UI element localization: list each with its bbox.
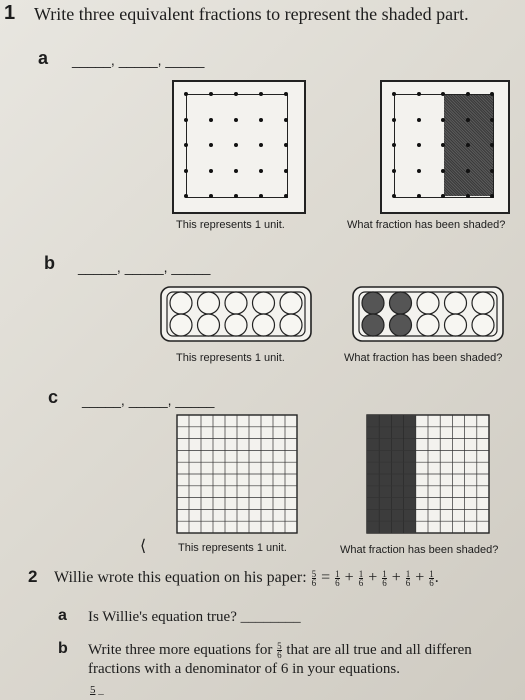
q2-part-b-text-after: that are all true and all differen xyxy=(286,642,472,658)
circle xyxy=(472,314,494,336)
circle xyxy=(170,292,192,314)
grid-dot xyxy=(234,118,238,122)
part-c-answer-blanks[interactable]: _____, _____, _____ xyxy=(82,392,215,408)
circle xyxy=(445,314,467,336)
q2-part-b-text-before: Write three more equations for xyxy=(88,642,273,658)
part-a-caption-question: What fraction has been shaded? xyxy=(347,219,506,231)
shaded-rectangle-circles xyxy=(352,286,504,342)
grid-dot xyxy=(259,194,263,198)
circle xyxy=(225,314,247,336)
pencil-mark: ⟨ xyxy=(140,538,147,555)
grid-dot xyxy=(466,194,470,198)
q2-part-a-answer-blank[interactable]: ________ xyxy=(240,609,301,625)
grid-dot xyxy=(209,143,213,147)
circle xyxy=(170,314,192,336)
circle xyxy=(280,292,302,314)
grid-dot xyxy=(209,92,213,96)
grid-dot xyxy=(259,169,263,173)
question-2-prompt-line xyxy=(54,569,439,587)
grid-dot xyxy=(259,92,263,96)
grid-dot xyxy=(284,143,288,147)
equation-term-fraction: $\frac{1}{6}$ xyxy=(405,568,411,588)
part-c-letter: c xyxy=(48,387,59,407)
part-b-letter: b xyxy=(44,253,55,273)
grid-dot xyxy=(392,194,396,198)
part-b-caption-question: What fraction has been shaded? xyxy=(344,352,503,364)
grid-dot xyxy=(209,194,213,198)
shaded-circle xyxy=(362,292,384,314)
q2-part-a-letter: a xyxy=(58,607,67,624)
question-1-number: 1 xyxy=(4,2,16,24)
question-2-number: 2 xyxy=(28,567,38,586)
part-a-letter: a xyxy=(38,48,49,68)
circle xyxy=(253,314,275,336)
grid-dot xyxy=(234,92,238,96)
grid-dot xyxy=(234,143,238,147)
unit-hundred-grid xyxy=(176,414,298,534)
equation-term-fraction: $\frac{1}{6}$ xyxy=(358,568,364,588)
shaded-circle xyxy=(362,314,384,336)
grid-dot xyxy=(259,143,263,147)
grid-dot xyxy=(441,194,445,198)
shaded-circle xyxy=(390,292,412,314)
circle xyxy=(417,292,439,314)
grid-dot xyxy=(209,118,213,122)
grid-dot xyxy=(466,143,470,147)
unit-square-dot-grid xyxy=(172,80,306,214)
q2-part-a-question: Is Willie's equation true? xyxy=(88,609,237,625)
grid-dot xyxy=(284,92,288,96)
five-sixths-fraction: $\frac{5}{6}$ xyxy=(277,642,282,660)
equation-term-fraction: $\frac{1}{6}$ xyxy=(335,568,340,588)
grid-dot xyxy=(466,118,470,122)
part-c-caption-question: What fraction has been shaded? xyxy=(340,544,499,556)
part-b-caption-unit: This represents 1 unit. xyxy=(176,352,285,364)
question-1-prompt: Write three equivalent fractions to represent the shaded part. xyxy=(34,4,469,24)
grid-dot xyxy=(417,92,421,96)
circle xyxy=(198,314,220,336)
grid-dot xyxy=(184,143,188,147)
grid-dot xyxy=(184,194,188,198)
willie-equation: $\frac{5}{6}$ = $\frac{1}{6}$ + $\frac{1}{6}$ + $\frac{1}{6}$ + $\frac{1}{6}$ + $\frac{1}{6}$ . xyxy=(311,568,439,588)
circle xyxy=(253,292,275,314)
grid-dot xyxy=(417,194,421,198)
q2-part-b-line1 xyxy=(88,642,525,659)
grid-dot xyxy=(417,169,421,173)
grid-dot xyxy=(417,118,421,122)
grid-dot xyxy=(490,169,494,173)
grid-dot xyxy=(490,143,494,147)
grid-dot xyxy=(284,118,288,122)
grid-dot xyxy=(490,194,494,198)
equation-term-fraction: $\frac{1}{6}$ xyxy=(429,568,434,588)
grid-dot xyxy=(466,92,470,96)
grid-dot xyxy=(392,118,396,122)
q2-part-b-line2: fractions with a denominator of 6 in your equations. xyxy=(88,661,401,677)
shaded-square-dot-grid xyxy=(380,80,510,214)
q2-part-a-text xyxy=(88,609,301,626)
grid-dot xyxy=(441,118,445,122)
grid-dot xyxy=(490,118,494,122)
grid-dot xyxy=(184,92,188,96)
circle xyxy=(280,314,302,336)
grid-dot xyxy=(441,92,445,96)
grid-dot xyxy=(392,143,396,147)
grid-dot xyxy=(209,169,213,173)
part-c-caption-unit: This represents 1 unit. xyxy=(178,542,287,554)
unit-rectangle-circles xyxy=(160,286,312,342)
circle xyxy=(198,292,220,314)
grid-dot xyxy=(441,169,445,173)
circle xyxy=(445,292,467,314)
q2-part-b-letter: b xyxy=(58,640,68,657)
grid-dot xyxy=(234,194,238,198)
grid-dot xyxy=(284,194,288,198)
equation-lhs-fraction: $\frac{5}{6}$ xyxy=(311,568,317,588)
question-2-prompt: Willie wrote this equation on his paper: xyxy=(54,569,307,586)
part-b-answer-blanks[interactable]: _____, _____, _____ xyxy=(78,259,211,275)
grid-dot xyxy=(441,143,445,147)
part-a-caption-unit: This represents 1 unit. xyxy=(176,219,285,231)
grid-dot xyxy=(392,169,396,173)
equation-term-fraction: $\frac{1}{6}$ xyxy=(382,568,387,588)
grid-dot xyxy=(466,169,470,173)
part-a-answer-blanks[interactable]: _____, _____, _____ xyxy=(72,52,205,68)
grid-dot xyxy=(417,143,421,147)
grid-dot xyxy=(490,92,494,96)
grid-dot xyxy=(234,169,238,173)
grid-dot xyxy=(184,169,188,173)
circle xyxy=(472,292,494,314)
circle xyxy=(225,292,247,314)
grid-dot xyxy=(259,118,263,122)
q2-part-b-answer-start[interactable]: 5 _ xyxy=(90,684,104,696)
grid-dot xyxy=(184,118,188,122)
circle xyxy=(417,314,439,336)
grid-dot xyxy=(284,169,288,173)
shaded-hundred-grid xyxy=(366,414,490,534)
shaded-circle xyxy=(390,314,412,336)
grid-dot xyxy=(392,92,396,96)
